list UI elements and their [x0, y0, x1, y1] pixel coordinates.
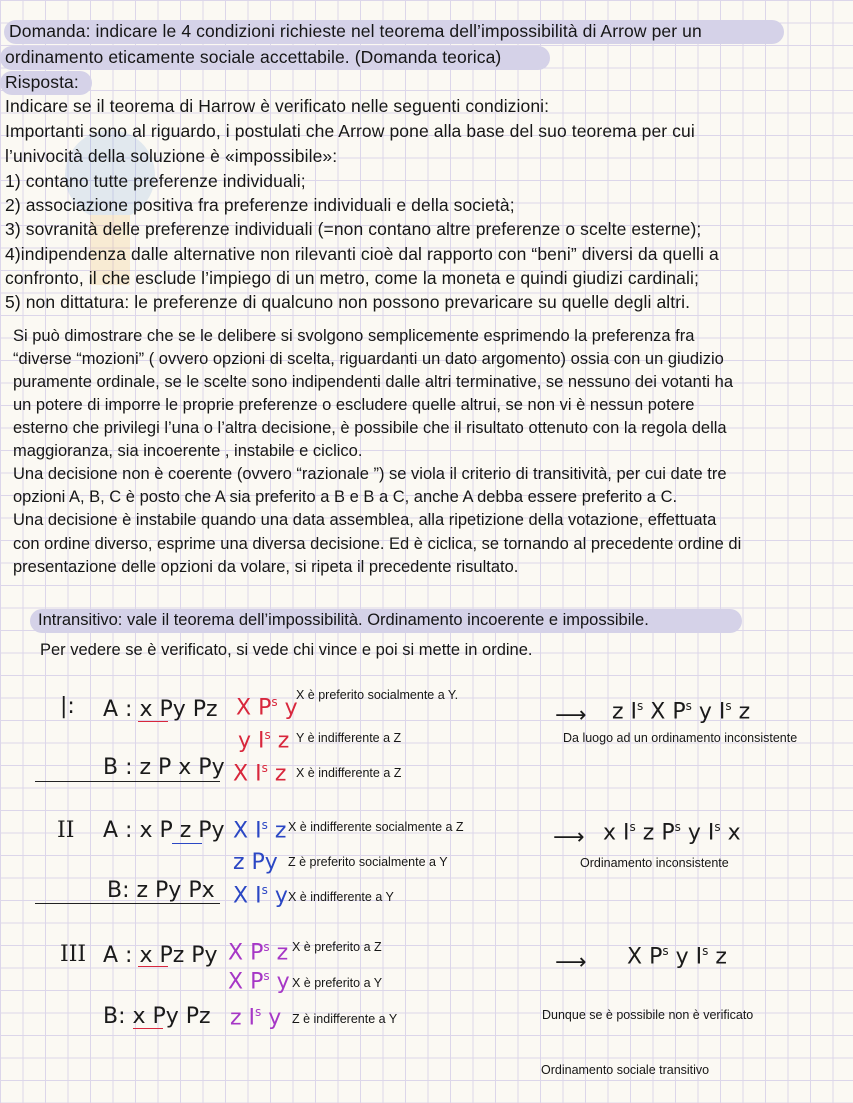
intransitive-title: Intransitivo: vale il teorema dell’impossibilità. Ordinamento incoerente e impossibile. [38, 611, 649, 629]
postulate-item: 2) associazione positiva fra preferenze individuali e della società; [5, 195, 515, 215]
postulate-item: 5) non dittatura: le preferenze di qualcuno non possono prevaricare su quelle degli altri. [5, 292, 691, 312]
case-1-result: z $I^s$ X $P^s$ y $I^s$ z [612, 699, 751, 725]
case-2-numeral: II [57, 818, 75, 843]
case-3-formula-1: X $P^s$ z [228, 940, 289, 966]
body-line: un potere di imporre le proprie preferenze o escludere quelle altrui, se non vi è nessun potere [13, 396, 695, 414]
body-line: puramente ordinale, se le scelte sono indipendenti dalle altri terminative, se nessuno dei votanti ha [13, 373, 734, 391]
case-3-note-1: X è preferito a Z [292, 940, 382, 954]
postulate-item: 3) sovranità delle preferenze individuali (=non contano altre preferenze o scelte esterne); [5, 219, 702, 239]
case-1-formula-2: y $I^s$ z [238, 728, 290, 754]
case-2-result-note: Ordinamento inconsistente [580, 856, 729, 870]
case-1-arrow-icon: ⟶ [555, 703, 587, 728]
body-line: esterno che privilegi l’una o l’altra decisione, è possibile che il risultato ottenuto con la regola della [13, 419, 727, 437]
postulate-item: confronto, il che esclude l’impiego di un metro, come la moneta e quindi giudizi cardinali; [5, 268, 699, 288]
case-1-note-2: Y è indifferente a Z [296, 731, 402, 745]
case-3-b-label: B: x Py Pz [103, 1004, 211, 1029]
case-1-a-text: A : x Py Pz [103, 697, 218, 722]
postulate-item: 1) contano tutte preferenze individuali; [5, 171, 306, 191]
case-1-marker: |: [60, 694, 75, 719]
body-line: “diverse “mozioni” ( ovvero opzioni di scelta, riguardanti un dato argomento) ossia con un giudizio [13, 350, 724, 368]
body-line: maggioranza, sia incoerente , instabile e ciclico. [13, 442, 363, 460]
answer-label: Risposta: [5, 72, 79, 92]
case-2-arrow-icon: ⟶ [553, 825, 585, 850]
body-line: Si può dimostrare che se le delibere si svolgono semplicemente esprimendo la preferenza fra [13, 327, 695, 345]
case-2-note-1: X è indifferente socialmente a Z [288, 820, 464, 834]
case-2-a-underline [172, 843, 202, 844]
postulate-item: 4)indipendenza dalle alternative non rilevanti cioè dal rapporto con “beni” diversi da quelli a [5, 244, 719, 264]
case-3-result: X $P^s$ y $I^s$ z [627, 944, 727, 970]
case-1-note-3: X è indifferente a Z [296, 766, 402, 780]
case-1-note-1: X è preferito socialmente a Y. [296, 688, 459, 702]
case-3-formula-2: X $P^s$ y [228, 969, 290, 995]
case-3-note-3: Z è indifferente a Y [292, 1012, 398, 1026]
case-2-formula-3: X $I^s$ y [233, 883, 288, 909]
case-1-a-label [103, 697, 218, 722]
body-line: Una decisione è instabile quando una data assemblea, alla ripetizione della votazione, effettuata [13, 511, 717, 529]
case-2-separator [35, 903, 220, 904]
case-3-formula-3: z $I^s$ y [230, 1005, 282, 1031]
body-line: con ordine diverso, esprime una diversa decisione. Ed è ciclica, se tornando al precedente ordine di [13, 535, 742, 553]
question-line-1: Domanda: indicare le 4 condizioni richieste nel teorema dell’impossibilità di Arrow per un [9, 21, 702, 41]
case-2-note-3: X è indifferente a Y [288, 890, 394, 904]
case-1-formula-1: X $P^s$ y [236, 695, 298, 721]
case-1-b-label: B : z P x Py [103, 755, 225, 780]
case-3-b-underline [133, 1028, 163, 1029]
body-line: Una decisione non è coerente (ovvero “razionale ”) se viola il criterio di transitività, per cui date tre [13, 465, 727, 483]
case-2-a-label: A : x P z Py [103, 818, 225, 843]
case-2-result: x $I^s$ z $P^s$ y $I^s$ x [603, 820, 741, 846]
case-1-separator [35, 781, 220, 782]
intro-line: l’univocità della soluzione è «impossibile»: [5, 146, 338, 166]
body-line: presentazione delle opzioni da volare, si ripeta il precedente risultato. [13, 558, 519, 576]
intro-line: Importanti sono al riguardo, i postulati che Arrow pone alla base del suo teorema per cui [5, 121, 695, 141]
case-3-result-note: Dunque se è possibile non è verificato [542, 1008, 754, 1022]
case-3-note-2: X è preferito a Y [292, 976, 383, 990]
case-3-arrow-icon: ⟶ [555, 950, 587, 975]
case-1-a-underline [138, 721, 168, 722]
case-2-note-2: Z è preferito socialmente a Y [288, 855, 448, 869]
case-3-a-label: A : x Pz Py [103, 943, 218, 968]
case-2-formula-1: X $I^s$ z [233, 818, 287, 844]
case-1-result-note: Da luogo ad un ordinamento inconsistente [563, 731, 798, 745]
case-3-final-note: Ordinamento sociale transitivo [541, 1063, 710, 1077]
case-1-formula-3: X $I^s$ z [233, 761, 287, 787]
intransitive-subtitle: Per vedere se è verificato, si vede chi vince e poi si mette in ordine. [40, 641, 533, 659]
case-2-b-label: B: z Py Px [107, 878, 215, 903]
case-3-a-underline [138, 966, 168, 967]
case-3-numeral: III [60, 942, 87, 967]
case-2-formula-2: z Py [233, 850, 278, 875]
body-line: opzioni A, B, C è posto che A sia preferito a B e B a C, anche A debba essere preferito a C. [13, 488, 678, 506]
question-line-2: ordinamento eticamente sociale accettabile. (Domanda teorica) [5, 47, 502, 67]
intro-line: Indicare se il teorema di Harrow è verificato nelle seguenti condizioni: [5, 96, 550, 116]
